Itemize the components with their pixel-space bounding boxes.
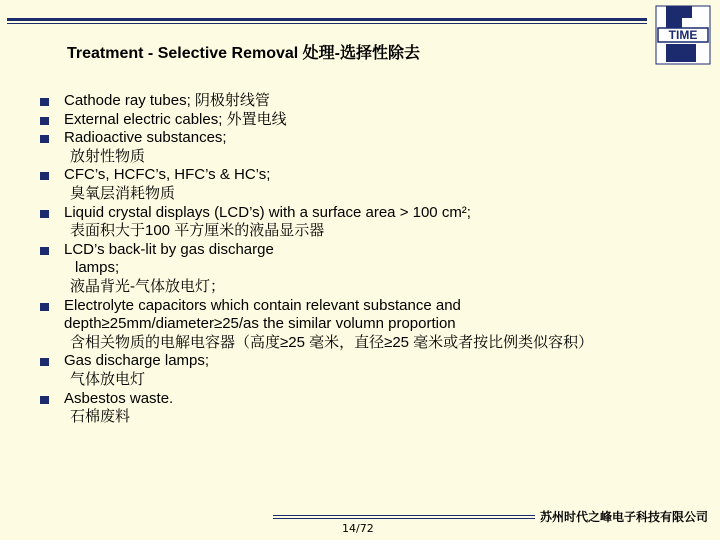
bottom-divider bbox=[273, 515, 535, 516]
bullet-square-icon bbox=[40, 135, 49, 143]
bullet-text-continued: 气体放电灯 bbox=[70, 370, 146, 388]
bullet-text: Electrolyte capacitors which contain relevant substance and bbox=[64, 296, 461, 314]
bullet-square-icon bbox=[40, 247, 49, 255]
top-divider bbox=[7, 18, 647, 21]
bullet-text: Gas discharge lamps; bbox=[64, 352, 210, 370]
bullet-text: CFC’s, HCFC’s, HFC’s & HC’s; bbox=[64, 166, 271, 184]
top-divider-thin bbox=[7, 23, 647, 24]
bullet-text: Asbestos waste. bbox=[64, 389, 174, 407]
bullet-text: External electric cables; 外置电线 bbox=[64, 110, 287, 128]
bullet-item bbox=[40, 352, 700, 389]
bottom-divider-2 bbox=[273, 518, 535, 519]
bullet-square-icon bbox=[40, 396, 49, 404]
bullet-text-continued: depth≥25mm/diameter≥25/as the similar volumn proportion bbox=[64, 315, 456, 333]
time-logo-icon bbox=[652, 4, 714, 66]
bullet-item bbox=[40, 297, 700, 353]
bullet-text-continued: lamps; bbox=[75, 259, 120, 277]
bullet-text: Cathode ray tubes; 阴极射线管 bbox=[64, 92, 270, 109]
bullet-text-continued: 臭氧层消耗物质 bbox=[70, 184, 176, 202]
bullet-text-continued: 放射性物质 bbox=[70, 147, 146, 165]
bullet-item bbox=[40, 166, 700, 203]
company-name: 苏州时代之峰电子科技有限公司 bbox=[540, 510, 709, 524]
bullet-square-icon bbox=[40, 210, 49, 218]
bullet-square-icon bbox=[40, 303, 49, 311]
bullet-item bbox=[40, 111, 700, 130]
bullet-text-continued: 液晶背光-气体放电灯； bbox=[70, 277, 225, 295]
bullet-list bbox=[40, 92, 700, 427]
bullet-text: Liquid crystal displays (LCD’s) with a surface area > 100 cm²; bbox=[64, 203, 471, 221]
bullet-item bbox=[40, 204, 700, 241]
slide-title: Treatment - Selective Removal 处理-选择性除去 bbox=[67, 45, 420, 62]
bullet-square-icon bbox=[40, 98, 49, 106]
bullet-item bbox=[40, 241, 700, 297]
bullet-text-continued: 表面积大于100 平方厘米的液晶显示器 bbox=[70, 222, 325, 240]
bullet-square-icon bbox=[40, 172, 49, 180]
bullet-square-icon bbox=[40, 358, 49, 366]
bullet-item bbox=[40, 129, 700, 166]
bullet-item bbox=[40, 390, 700, 427]
bullet-item bbox=[40, 92, 700, 111]
bullet-text: Radioactive substances; bbox=[64, 129, 227, 147]
bullet-text-continued: 含相关物质的电解电容器（高度≥25 毫米，直径≥25 毫米或者按比例类似容积） bbox=[70, 333, 594, 351]
bullet-square-icon bbox=[40, 117, 49, 125]
logo-text: TIME bbox=[668, 28, 698, 42]
bullet-text-continued: 石棉废料 bbox=[70, 408, 131, 426]
bullet-text: LCD’s back-lit by gas discharge bbox=[64, 240, 274, 258]
page-number: 14/72 bbox=[342, 522, 374, 535]
